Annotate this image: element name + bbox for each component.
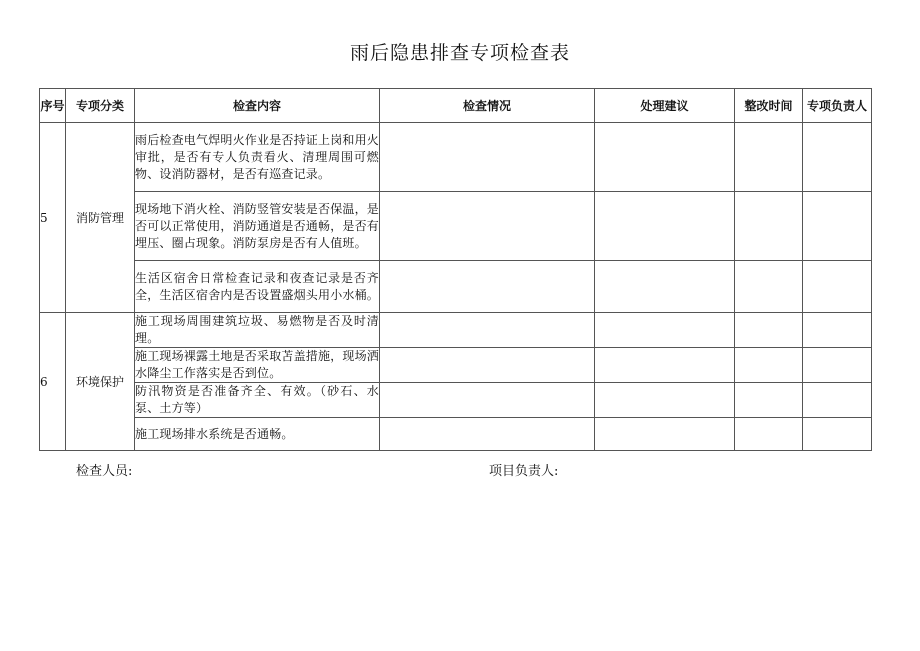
suggestion-cell[interactable]: [595, 261, 735, 313]
deadline-cell[interactable]: [735, 123, 803, 192]
situation-cell[interactable]: [380, 383, 595, 418]
responsible-cell[interactable]: [803, 383, 872, 418]
deadline-cell[interactable]: [735, 313, 803, 348]
seq-cell: 5: [40, 123, 66, 313]
situation-cell[interactable]: [380, 123, 595, 192]
table-row: [40, 123, 872, 192]
deadline-cell[interactable]: [735, 418, 803, 451]
project-lead-label: 项目负责人:: [489, 464, 559, 479]
table-row: [40, 348, 872, 383]
suggestion-cell[interactable]: [595, 348, 735, 383]
responsible-cell[interactable]: [803, 261, 872, 313]
inspection-table: [39, 88, 872, 451]
responsible-cell[interactable]: [803, 418, 872, 451]
category-cell: 环境保护: [66, 313, 135, 451]
seq-cell: 6: [40, 313, 66, 451]
header-seq: 序号: [40, 89, 66, 123]
suggestion-cell[interactable]: [595, 383, 735, 418]
content-cell: 现场地下消火栓、消防竖管安装是否保温，是否可以正常使用，消防通道是否通畅，是否有埋压、圈占现象。消防泵房是否有人值班。: [135, 192, 380, 261]
responsible-cell[interactable]: [803, 313, 872, 348]
header-suggestion: 处理建议: [595, 89, 735, 123]
deadline-cell[interactable]: [735, 192, 803, 261]
header-responsible: 专项负责人: [803, 89, 872, 123]
deadline-cell[interactable]: [735, 348, 803, 383]
deadline-cell[interactable]: [735, 383, 803, 418]
page-title: 雨后隐患排查专项检查表: [349, 42, 570, 64]
content-cell: 施工现场裸露土地是否采取苫盖措施，现场洒水降尘工作落实是否到位。: [135, 348, 380, 383]
situation-cell[interactable]: [380, 348, 595, 383]
situation-cell[interactable]: [380, 192, 595, 261]
header-situation: 检查情况: [380, 89, 595, 123]
suggestion-cell[interactable]: [595, 192, 735, 261]
header-deadline: 整改时间: [735, 89, 803, 123]
content-cell: 施工现场周围建筑垃圾、易燃物是否及时清理。: [135, 313, 380, 348]
content-cell: 施工现场排水系统是否通畅。: [135, 418, 380, 451]
header-content: 检查内容: [135, 89, 380, 123]
situation-cell[interactable]: [380, 418, 595, 451]
content-cell: 雨后检查电气焊明火作业是否持证上岗和用火审批，是否有专人负责看火、清理周围可燃物、设消防器材，是否有巡查记录。: [135, 123, 380, 192]
table-row: [40, 418, 872, 451]
content-cell: 生活区宿舍日常检查记录和夜查记录是否齐全，生活区宿舍内是否设置盛烟头用小水桶。: [135, 261, 380, 313]
suggestion-cell[interactable]: [595, 418, 735, 451]
category-cell: 消防管理: [66, 123, 135, 313]
table-row: [40, 383, 872, 418]
responsible-cell[interactable]: [803, 123, 872, 192]
content-cell: 防汛物资是否准备齐全、有效。（砂石、水泵、土方等）: [135, 383, 380, 418]
deadline-cell[interactable]: [735, 261, 803, 313]
table-row: [40, 192, 872, 261]
table-row: [40, 313, 872, 348]
responsible-cell[interactable]: [803, 348, 872, 383]
suggestion-cell[interactable]: [595, 313, 735, 348]
situation-cell[interactable]: [380, 313, 595, 348]
header-row: [40, 89, 872, 123]
header-category: 专项分类: [66, 89, 135, 123]
suggestion-cell[interactable]: [595, 123, 735, 192]
inspector-label: 检查人员:: [76, 464, 133, 479]
situation-cell[interactable]: [380, 261, 595, 313]
table-row: [40, 261, 872, 313]
responsible-cell[interactable]: [803, 192, 872, 261]
